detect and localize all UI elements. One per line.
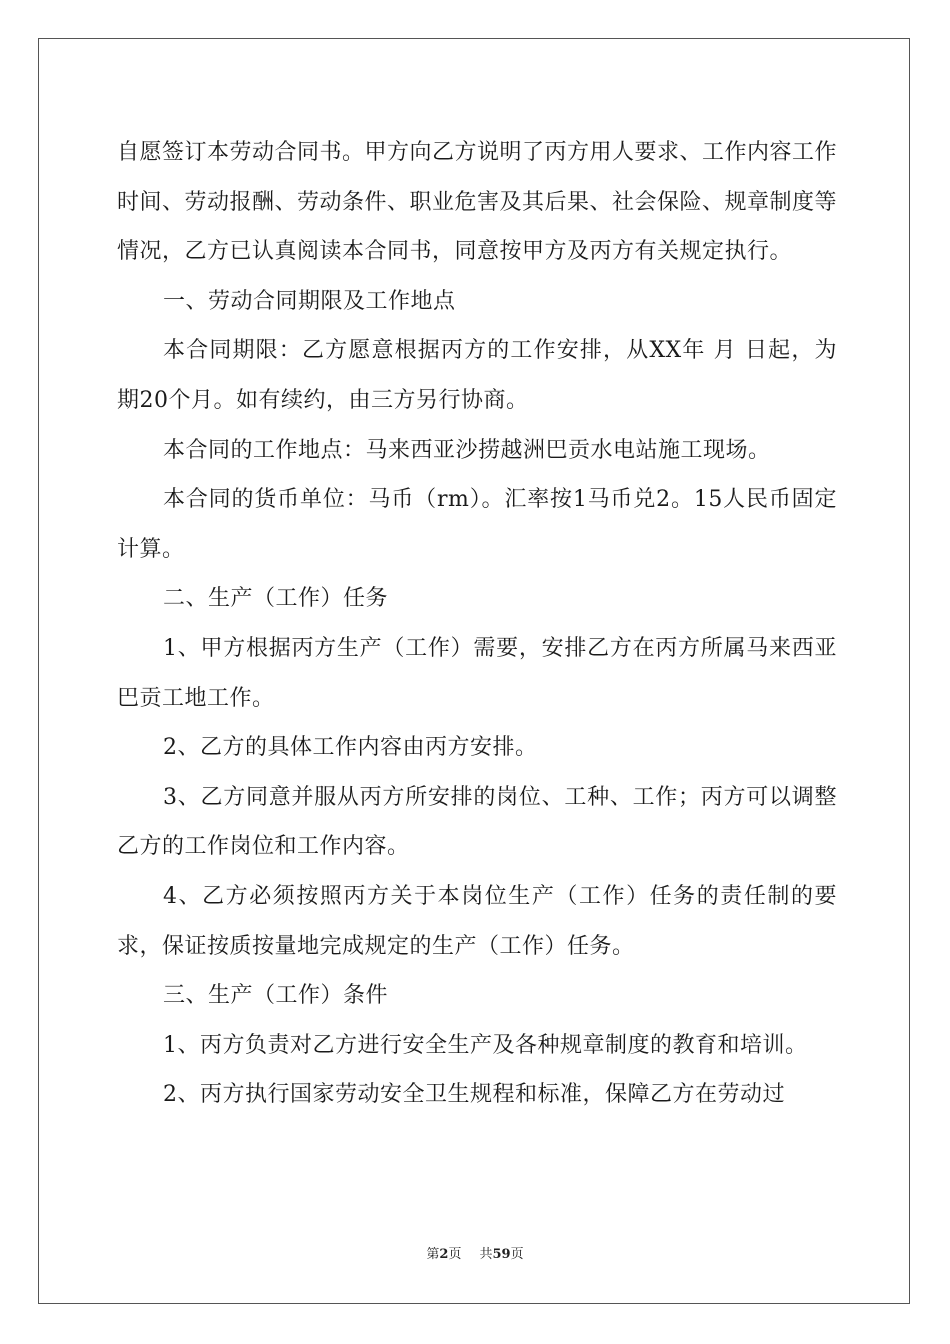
page-number: 2	[439, 1247, 449, 1262]
clause-3-1: 1、丙方负责对乙方进行安全生产及各种规章制度的教育和培训。	[163, 1032, 808, 1058]
total-pages: 59	[492, 1247, 511, 1262]
clause-2-4: 4、乙方必须按照丙方关于本岗位生产（工作）任务的责任制的要求，保证按质按量地完成规定的生产（工作）任务。	[117, 883, 837, 959]
clause-2-2: 2、乙方的具体工作内容由丙方安排。	[163, 735, 538, 761]
total-prefix: 共	[479, 1247, 493, 1262]
clause-2-1: 1、甲方根据丙方生产（工作）需要，安排乙方在丙方所属马来西亚巴贡工地工作。	[117, 635, 837, 711]
paragraph-contract-term: 本合同期限：乙方愿意根据丙方的工作安排，从XX年 月 日起，为期20个月。如有续约，由三方另行协商。	[117, 338, 837, 413]
section-heading-2: 二、生产（工作）任务	[163, 586, 389, 612]
page-suffix: 页	[448, 1247, 462, 1262]
clause-3-2: 2、丙方执行国家劳动安全卫生规程和标准，保障乙方在劳动过	[163, 1082, 785, 1108]
paragraph-work-location: 本合同的工作地点：马来西亚沙捞越洲巴贡水电站施工现场。	[163, 437, 771, 463]
clause-2-3: 3、乙方同意并服从丙方所安排的岗位、工种、工作；丙方可以调整乙方的工作岗位和工作内容。	[117, 784, 837, 860]
paragraph-1: 自愿签订本劳动合同书。甲方向乙方说明了丙方用人要求、工作内容工作时间、劳动报酬、劳动条件、职业危害及其后果、社会保险、规章制度等情况，乙方已认真阅读本合同书，同意按甲方及丙方有关规定执行。	[117, 140, 838, 265]
section-heading-1: 一、劳动合同期限及工作地点	[163, 288, 456, 314]
section-heading-3: 三、生产（工作）条件	[163, 983, 389, 1009]
page-footer	[0, 1243, 950, 1262]
document-body	[117, 128, 837, 1120]
total-suffix: 页	[510, 1247, 524, 1262]
paragraph-currency: 本合同的货币单位：马币（rm）。汇率按1马币兑2。15人民币固定计算。	[117, 487, 837, 562]
page-prefix: 第	[426, 1247, 440, 1262]
